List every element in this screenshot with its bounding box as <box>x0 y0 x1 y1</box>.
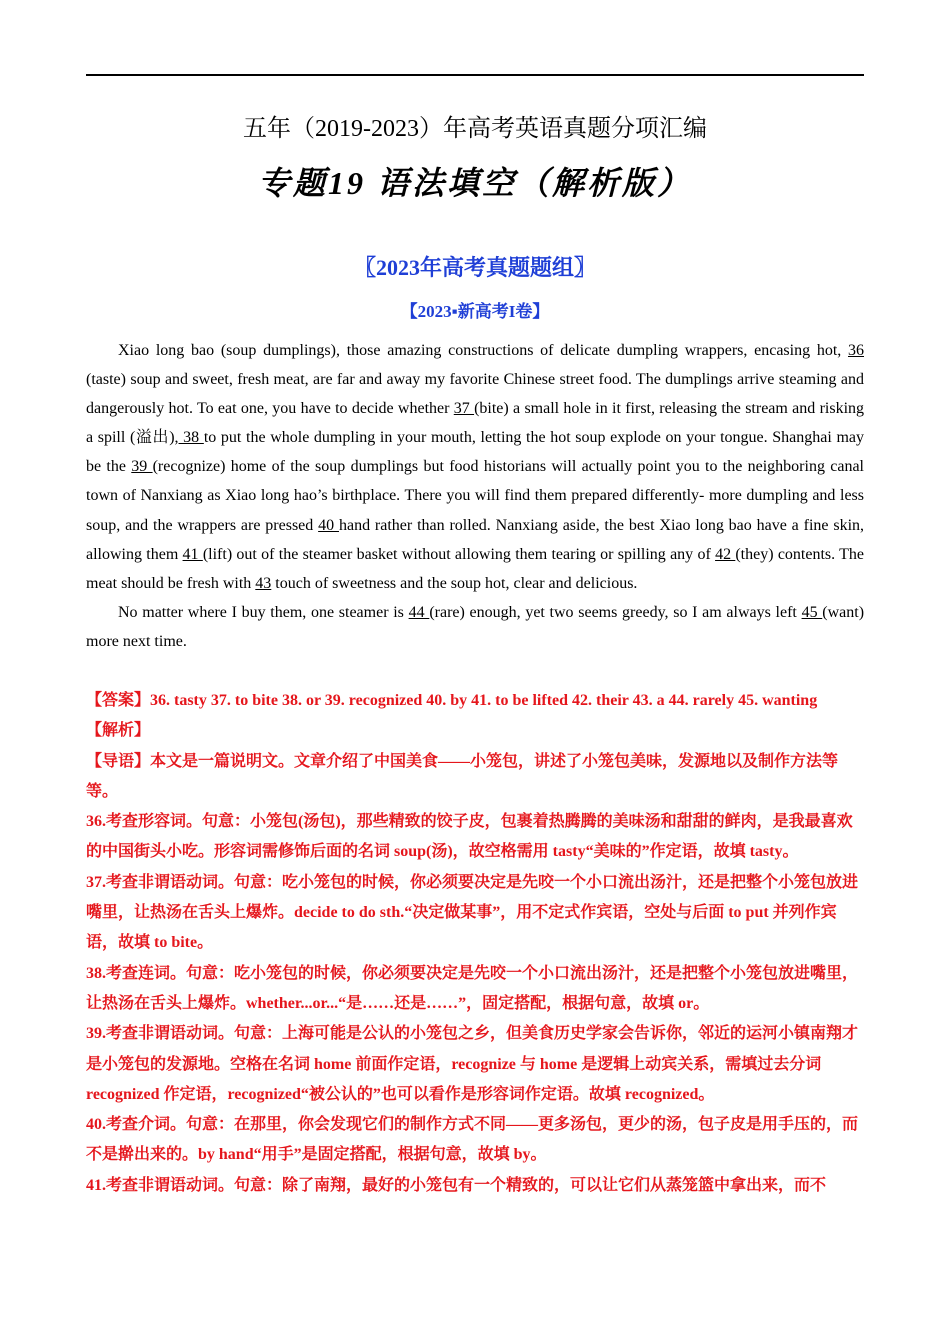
blank-40: 40 <box>318 516 339 534</box>
analysis-item-41: 41.考查非谓语动词。句意：除了南翔，最好的小笼包有一个精致的，可以让它们从蒸笼篮中拿出来，而不 <box>86 1176 827 1194</box>
header-rule <box>86 74 864 76</box>
topic-title: 专题19 语法填空（解析版） <box>257 165 692 201</box>
passage <box>86 336 864 656</box>
blank-43: 43 <box>255 574 272 592</box>
document-title: 五年（2019-2023）年高考英语真题分项汇编 <box>243 116 707 142</box>
blank-39: 39 <box>131 458 153 476</box>
answer-analysis <box>86 686 868 1201</box>
exam-label: 【2023▪新高考I卷】 <box>400 302 550 321</box>
passage-paragraph-1: Xiao long bao (soup dumplings), those amazing constructions of delicate dumpling wrappers, encasing hot, 36 (taste) soup and sweet, fresh meat, are far and away my favorite Chinese street food. The dumplings arrive steaming and dangerously hot. To eat one, you have to decide whether 37 (bite) a small hole in it first, releasing the stream and risking a spill (溢出), 38 to put the whole dumpling in your mouth, letting the hot soup explode on your tongue. Shanghai may be the 39 (recognize) home of the soup dumplings but food historians will actually point you to the neighboring canal town of Nanxiang as Xiao long hao’s birthplace. There you will find them prepared differently- more dumpling and less soup, and the wrappers are pressed 40 hand rather than rolled. Nanxiang aside, the best Xiao long bao have a fine skin, allowing them 41 (lift) out of the steamer basket without allowing them tearing or spilling any of 42 (they) contents. The meat should be fresh with 43 touch of sweetness and the soup hot, clear and delicious. <box>86 342 865 592</box>
guide-paragraph: 【导语】本文是一篇说明文。文章介绍了中国美食——小笼包，讲述了小笼包美味，发源地以及制作方法等等。 <box>86 752 839 800</box>
blank-38: 38 <box>178 429 204 447</box>
blank-45: 45 <box>801 603 823 621</box>
passage-paragraph-2: No matter where I buy them, one steamer is 44 (rare) enough, yet two seems greedy, so I am always left 45 (want) more next time. <box>86 603 865 650</box>
blank-36: 36 <box>848 342 864 359</box>
blank-37: 37 <box>453 400 475 418</box>
section-heading: 〖2023年高考真题题组〗 <box>353 255 596 280</box>
analysis-item-39: 39.考查非谓语动词。句意：上海可能是公认的小笼包之乡，但美食历史学家会告诉你，邻近的运河小镇南翔才是小笼包的发源地。空格在名词 home 前面作定语，recognize 与 home 是逻辑上动宾关系，需填过去分词 recognized 作定语，recognized“被公认的”也可以看作是形容词作定语。故填 recognized。 <box>86 1025 859 1103</box>
analysis-label: 【解析】 <box>86 722 151 740</box>
blank-41: 41 <box>182 545 203 563</box>
blank-44: 44 <box>408 603 430 621</box>
analysis-item-36: 36.考查形容词。句意：小笼包(汤包)，那些精致的饺子皮，包裹着热腾腾的美味汤和甜甜的鲜肉，是我最喜欢的中国街头小吃。形容词需修饰后面的名词 soup(汤)，故空格需用 tasty“美味的”作定语，故填 tasty。 <box>86 813 853 861</box>
analysis-item-37: 37.考查非谓语动词。句意：吃小笼包的时候，你必须要决定是先咬一个小口流出汤汁，还是把整个小笼包放进嘴里，让热汤在舌头上爆炸。decide to do sth.“决定做某事”，用不定式作宾语，空处与后面 to put 并列作宾语，故填 to bite。 <box>86 873 859 952</box>
analysis-item-40: 40.考查介词。句意：在那里，你会发现它们的制作方式不同——更多汤包，更少的汤，包子皮是用手压的，而不是擀出来的。by hand“用手”是固定搭配，根据句意，故填 by。 <box>86 1116 859 1164</box>
analysis-item-38: 38.考查连词。句意：吃小笼包的时候，你必须要决定是先咬一个小口流出汤汁，还是把整个小笼包放进嘴里，让热汤在舌头上爆炸。whether...or...“是……还是……”，固定搭配，根据句意，故填 or。 <box>86 964 859 1012</box>
answer-line: 【答案】36. tasty 37. to bite 38. or 39. recognized 40. by 41. to be lifted 42. their 43. a 44. rarely 45. wanting <box>86 692 818 709</box>
blank-42: 42 <box>715 545 736 563</box>
